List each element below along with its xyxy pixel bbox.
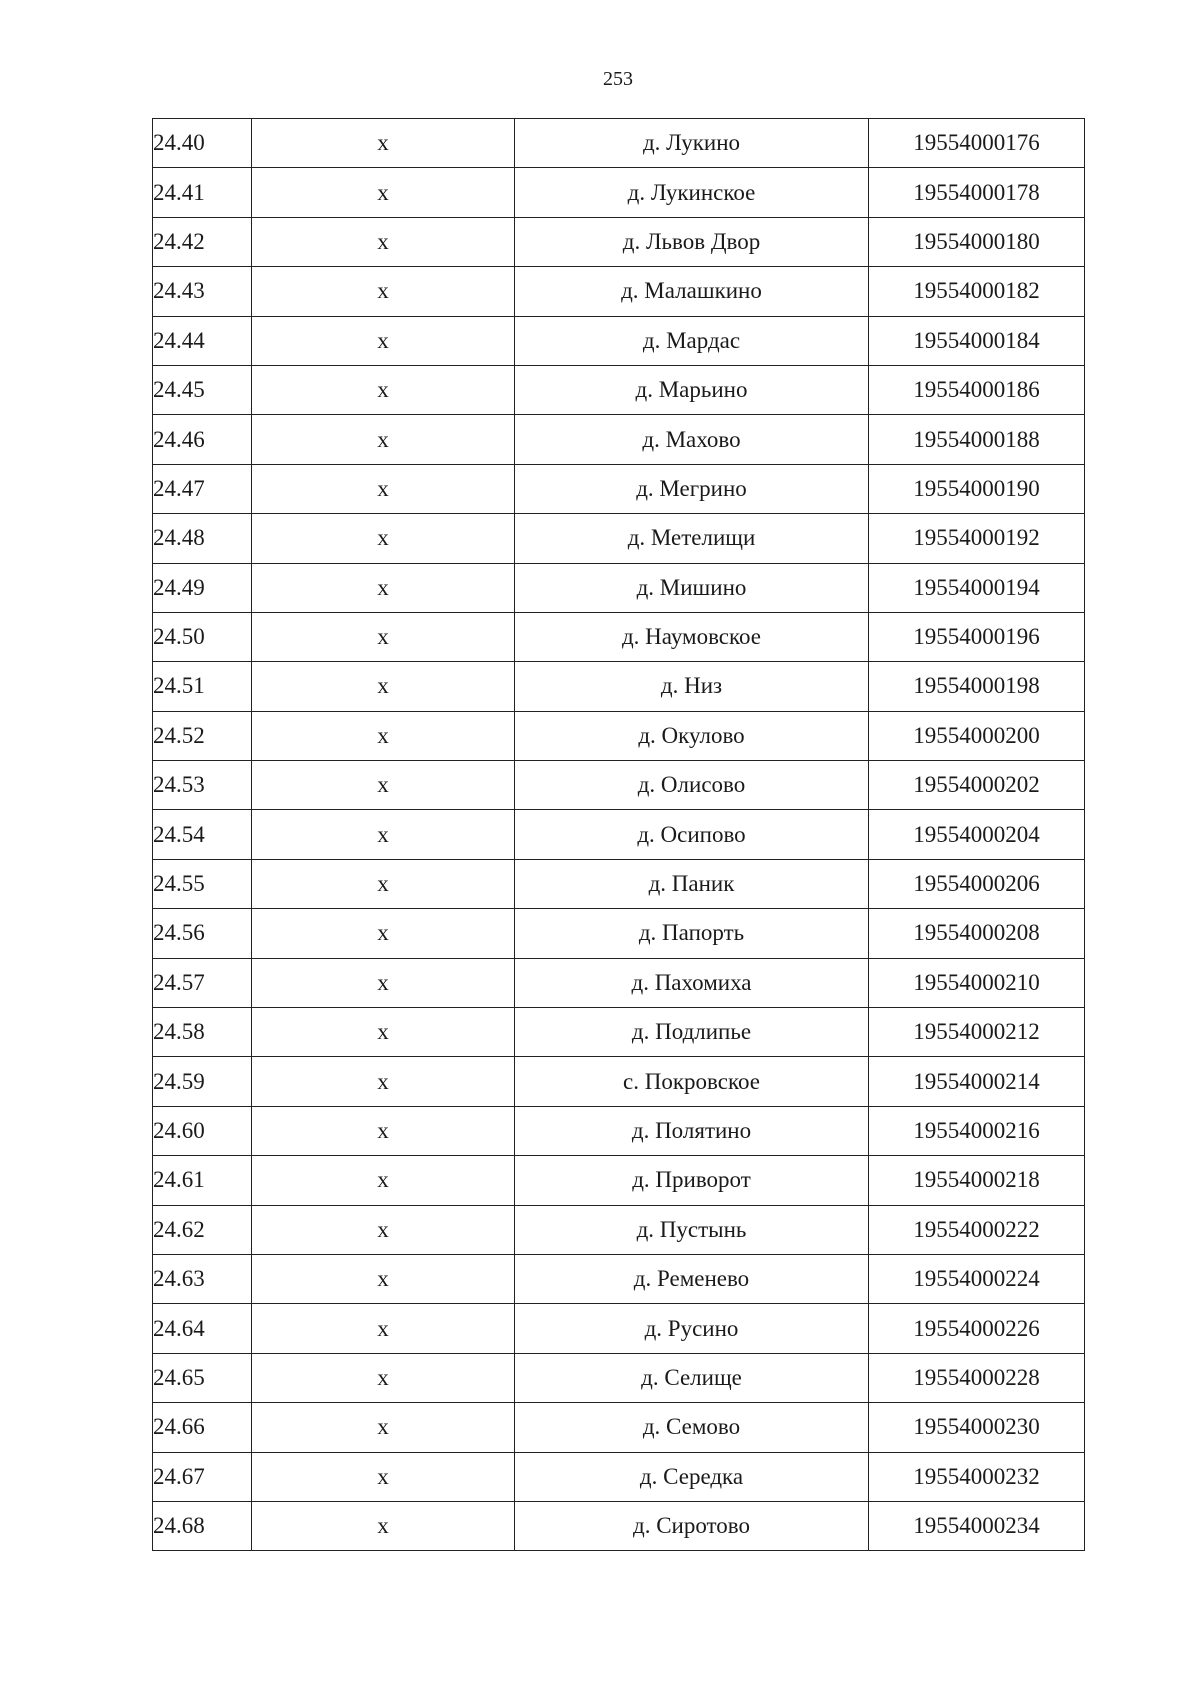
settlement-name-cell: д. Низ <box>515 662 869 711</box>
row-number-cell: 24.56 <box>153 909 252 958</box>
row-number-cell: 24.46 <box>153 415 252 464</box>
settlement-name-cell: д. Осипово <box>515 810 869 859</box>
settlement-name-cell: д. Пустынь <box>515 1205 869 1254</box>
table-row <box>153 1403 1085 1452</box>
table-row <box>153 563 1085 612</box>
mark-cell: х <box>252 267 515 316</box>
settlement-name-cell: д. Лукино <box>515 119 869 168</box>
table-row <box>153 316 1085 365</box>
table-row <box>153 1501 1085 1550</box>
mark-cell: х <box>252 316 515 365</box>
settlement-name-cell: д. Ременево <box>515 1254 869 1303</box>
oktmo-code-cell: 19554000204 <box>869 810 1085 859</box>
mark-cell: х <box>252 1205 515 1254</box>
table-row <box>153 1254 1085 1303</box>
mark-cell: х <box>252 958 515 1007</box>
settlement-name-cell: д. Наумовское <box>515 612 869 661</box>
table-row <box>153 514 1085 563</box>
settlement-name-cell: д. Приворот <box>515 1156 869 1205</box>
settlement-name-cell: д. Пахомиха <box>515 958 869 1007</box>
table-row <box>153 711 1085 760</box>
row-number-cell: 24.45 <box>153 365 252 414</box>
row-number-cell: 24.40 <box>153 119 252 168</box>
mark-cell: х <box>252 909 515 958</box>
table-row <box>153 1008 1085 1057</box>
settlement-name-cell: д. Окулово <box>515 711 869 760</box>
row-number-cell: 24.63 <box>153 1254 252 1303</box>
oktmo-code-cell: 19554000182 <box>869 267 1085 316</box>
settlement-name-cell: д. Середка <box>515 1452 869 1501</box>
mark-cell: х <box>252 563 515 612</box>
row-number-cell: 24.61 <box>153 1156 252 1205</box>
row-number-cell: 24.52 <box>153 711 252 760</box>
table-row <box>153 1156 1085 1205</box>
table-row <box>153 217 1085 266</box>
oktmo-code-cell: 19554000194 <box>869 563 1085 612</box>
oktmo-code-cell: 19554000214 <box>869 1057 1085 1106</box>
row-number-cell: 24.58 <box>153 1008 252 1057</box>
page-number: 253 <box>603 68 633 90</box>
mark-cell: х <box>252 415 515 464</box>
row-number-cell: 24.43 <box>153 267 252 316</box>
settlement-name-cell: д. Полятино <box>515 1106 869 1155</box>
row-number-cell: 24.41 <box>153 168 252 217</box>
settlement-table <box>152 118 1085 1551</box>
oktmo-code-cell: 19554000184 <box>869 316 1085 365</box>
row-number-cell: 24.67 <box>153 1452 252 1501</box>
settlement-name-cell: с. Покровское <box>515 1057 869 1106</box>
oktmo-code-cell: 19554000176 <box>869 119 1085 168</box>
oktmo-code-cell: 19554000224 <box>869 1254 1085 1303</box>
table-row <box>153 1205 1085 1254</box>
settlement-name-cell: д. Подлипье <box>515 1008 869 1057</box>
mark-cell: х <box>252 1452 515 1501</box>
settlement-name-cell: д. Русино <box>515 1304 869 1353</box>
oktmo-code-cell: 19554000178 <box>869 168 1085 217</box>
mark-cell: х <box>252 810 515 859</box>
oktmo-code-cell: 19554000202 <box>869 761 1085 810</box>
mark-cell: х <box>252 1106 515 1155</box>
oktmo-code-cell: 19554000200 <box>869 711 1085 760</box>
mark-cell: х <box>252 662 515 711</box>
oktmo-code-cell: 19554000218 <box>869 1156 1085 1205</box>
oktmo-code-cell: 19554000186 <box>869 365 1085 414</box>
row-number-cell: 24.51 <box>153 662 252 711</box>
row-number-cell: 24.42 <box>153 217 252 266</box>
mark-cell: х <box>252 1156 515 1205</box>
row-number-cell: 24.65 <box>153 1353 252 1402</box>
settlement-name-cell: д. Папорть <box>515 909 869 958</box>
row-number-cell: 24.68 <box>153 1501 252 1550</box>
oktmo-code-cell: 19554000190 <box>869 464 1085 513</box>
oktmo-code-cell: 19554000180 <box>869 217 1085 266</box>
mark-cell: х <box>252 1403 515 1452</box>
table-row <box>153 365 1085 414</box>
settlement-name-cell: д. Мардас <box>515 316 869 365</box>
oktmo-code-cell: 19554000192 <box>869 514 1085 563</box>
row-number-cell: 24.53 <box>153 761 252 810</box>
row-number-cell: 24.48 <box>153 514 252 563</box>
row-number-cell: 24.50 <box>153 612 252 661</box>
table-row <box>153 662 1085 711</box>
row-number-cell: 24.66 <box>153 1403 252 1452</box>
settlement-name-cell: д. Селище <box>515 1353 869 1402</box>
oktmo-code-cell: 19554000208 <box>869 909 1085 958</box>
table-row <box>153 415 1085 464</box>
table-row <box>153 1057 1085 1106</box>
settlement-name-cell: д. Олисово <box>515 761 869 810</box>
table-row <box>153 612 1085 661</box>
settlement-name-cell: д. Метелищи <box>515 514 869 563</box>
settlement-name-cell: д. Паник <box>515 859 869 908</box>
mark-cell: х <box>252 1501 515 1550</box>
table-row <box>153 1452 1085 1501</box>
mark-cell: х <box>252 1353 515 1402</box>
row-number-cell: 24.44 <box>153 316 252 365</box>
oktmo-code-cell: 19554000212 <box>869 1008 1085 1057</box>
table-row <box>153 267 1085 316</box>
settlement-name-cell: д. Мегрино <box>515 464 869 513</box>
settlement-name-cell: д. Мишино <box>515 563 869 612</box>
table-row <box>153 1106 1085 1155</box>
oktmo-code-cell: 19554000196 <box>869 612 1085 661</box>
settlement-name-cell: д. Лукинское <box>515 168 869 217</box>
settlement-name-cell: д. Сиротово <box>515 1501 869 1550</box>
oktmo-code-cell: 19554000216 <box>869 1106 1085 1155</box>
settlement-name-cell: д. Семово <box>515 1403 869 1452</box>
oktmo-code-cell: 19554000210 <box>869 958 1085 1007</box>
oktmo-code-cell: 19554000198 <box>869 662 1085 711</box>
table-row <box>153 168 1085 217</box>
oktmo-code-cell: 19554000228 <box>869 1353 1085 1402</box>
table-row <box>153 958 1085 1007</box>
mark-cell: х <box>252 859 515 908</box>
mark-cell: х <box>252 1057 515 1106</box>
mark-cell: х <box>252 365 515 414</box>
table-row <box>153 859 1085 908</box>
oktmo-code-cell: 19554000188 <box>869 415 1085 464</box>
oktmo-code-cell: 19554000230 <box>869 1403 1085 1452</box>
mark-cell: х <box>252 1254 515 1303</box>
oktmo-code-cell: 19554000206 <box>869 859 1085 908</box>
settlement-name-cell: д. Марьино <box>515 365 869 414</box>
settlement-name-cell: д. Малашкино <box>515 267 869 316</box>
mark-cell: х <box>252 1304 515 1353</box>
mark-cell: х <box>252 464 515 513</box>
table-row <box>153 909 1085 958</box>
row-number-cell: 24.60 <box>153 1106 252 1155</box>
mark-cell: х <box>252 168 515 217</box>
oktmo-code-cell: 19554000222 <box>869 1205 1085 1254</box>
settlement-name-cell: д. Махово <box>515 415 869 464</box>
oktmo-code-cell: 19554000226 <box>869 1304 1085 1353</box>
mark-cell: х <box>252 217 515 266</box>
mark-cell: х <box>252 119 515 168</box>
settlement-name-cell: д. Львов Двор <box>515 217 869 266</box>
oktmo-code-cell: 19554000234 <box>869 1501 1085 1550</box>
mark-cell: х <box>252 1008 515 1057</box>
table-row <box>153 1304 1085 1353</box>
table-row <box>153 1353 1085 1402</box>
mark-cell: х <box>252 612 515 661</box>
row-number-cell: 24.49 <box>153 563 252 612</box>
mark-cell: х <box>252 761 515 810</box>
row-number-cell: 24.59 <box>153 1057 252 1106</box>
table-row <box>153 464 1085 513</box>
table-row <box>153 761 1085 810</box>
mark-cell: х <box>252 514 515 563</box>
row-number-cell: 24.57 <box>153 958 252 1007</box>
mark-cell: х <box>252 711 515 760</box>
row-number-cell: 24.54 <box>153 810 252 859</box>
row-number-cell: 24.64 <box>153 1304 252 1353</box>
row-number-cell: 24.62 <box>153 1205 252 1254</box>
table-body <box>153 119 1085 1551</box>
table-row <box>153 810 1085 859</box>
row-number-cell: 24.55 <box>153 859 252 908</box>
row-number-cell: 24.47 <box>153 464 252 513</box>
table-row <box>153 119 1085 168</box>
oktmo-code-cell: 19554000232 <box>869 1452 1085 1501</box>
